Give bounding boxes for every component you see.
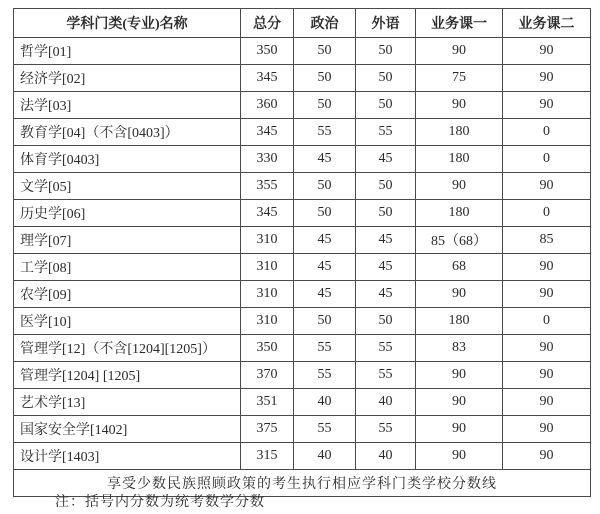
total-score: 345 [241, 200, 294, 227]
course-one-score: 75 [416, 65, 503, 92]
table-row [14, 92, 591, 119]
discipline-name: 设计学[1403] [14, 443, 241, 470]
minority-policy-note: 享受少数民族照顾政策的考生执行相应学科门类学校分数线 [14, 470, 591, 497]
course-two-score: 0 [503, 146, 591, 173]
total-score: 330 [241, 146, 294, 173]
course-one-score: 180 [416, 146, 503, 173]
score-line-table [13, 8, 591, 497]
discipline-name: 文学[05] [14, 173, 241, 200]
discipline-name: 体育学[0403] [14, 146, 241, 173]
foreign-score: 55 [356, 119, 416, 146]
politics-score: 45 [294, 227, 356, 254]
course-two-score: 90 [503, 92, 591, 119]
politics-score: 55 [294, 416, 356, 443]
politics-score: 45 [294, 254, 356, 281]
course-two-score: 85 [503, 227, 591, 254]
course-one-score: 90 [416, 416, 503, 443]
table-row [14, 443, 591, 470]
discipline-name: 经济学[02] [14, 65, 241, 92]
table-row [14, 335, 591, 362]
foreign-score: 40 [356, 443, 416, 470]
course-two-score: 0 [503, 200, 591, 227]
course-one-score: 90 [416, 389, 503, 416]
table-row [14, 281, 591, 308]
total-score: 375 [241, 416, 294, 443]
politics-score: 50 [294, 38, 356, 65]
politics-score: 50 [294, 173, 356, 200]
politics-score: 50 [294, 65, 356, 92]
table-row [14, 65, 591, 92]
course-one-score: 90 [416, 173, 503, 200]
total-score: 370 [241, 362, 294, 389]
course-two-score: 90 [503, 38, 591, 65]
table-row [14, 119, 591, 146]
total-score: 355 [241, 173, 294, 200]
course-two-score: 90 [503, 389, 591, 416]
parenthesis-score-note: 注：括号内分数为统考数学分数 [55, 495, 265, 510]
course-one-score: 90 [416, 362, 503, 389]
discipline-name: 医学[10] [14, 308, 241, 335]
total-score: 310 [241, 308, 294, 335]
foreign-score: 55 [356, 362, 416, 389]
discipline-name: 教育学[04]（不含[0403]） [14, 119, 241, 146]
table-row [14, 254, 591, 281]
politics-score: 55 [294, 362, 356, 389]
foreign-score: 45 [356, 281, 416, 308]
course-one-score: 90 [416, 38, 503, 65]
foreign-score: 55 [356, 416, 416, 443]
politics-score: 55 [294, 119, 356, 146]
discipline-name: 国家安全学[1402] [14, 416, 241, 443]
header-course-one: 业务课一 [416, 9, 503, 38]
header-total-score: 总分 [241, 9, 294, 38]
course-two-score: 90 [503, 281, 591, 308]
course-two-score: 90 [503, 65, 591, 92]
course-one-score: 180 [416, 119, 503, 146]
politics-score: 40 [294, 389, 356, 416]
course-one-score: 68 [416, 254, 503, 281]
politics-score: 45 [294, 146, 356, 173]
course-two-score: 90 [503, 254, 591, 281]
table-row [14, 416, 591, 443]
foreign-score: 45 [356, 146, 416, 173]
total-score: 315 [241, 443, 294, 470]
discipline-name: 工学[08] [14, 254, 241, 281]
course-two-score: 90 [503, 416, 591, 443]
total-score: 360 [241, 92, 294, 119]
course-two-score: 90 [503, 443, 591, 470]
course-one-score: 83 [416, 335, 503, 362]
discipline-name: 法学[03] [14, 92, 241, 119]
course-two-score: 90 [503, 362, 591, 389]
politics-score: 55 [294, 335, 356, 362]
foreign-score: 45 [356, 254, 416, 281]
total-score: 350 [241, 38, 294, 65]
foreign-score: 50 [356, 92, 416, 119]
table-row [14, 173, 591, 200]
total-score: 310 [241, 227, 294, 254]
foreign-score: 55 [356, 335, 416, 362]
total-score: 310 [241, 254, 294, 281]
header-foreign-language: 外语 [356, 9, 416, 38]
foreign-score: 50 [356, 65, 416, 92]
table-row [14, 146, 591, 173]
course-one-score: 85（68） [416, 227, 503, 254]
total-score: 345 [241, 119, 294, 146]
total-score: 310 [241, 281, 294, 308]
foreign-score: 50 [356, 38, 416, 65]
foreign-score: 40 [356, 389, 416, 416]
course-two-score: 90 [503, 173, 591, 200]
course-two-score: 0 [503, 308, 591, 335]
total-score: 345 [241, 65, 294, 92]
course-two-score: 90 [503, 335, 591, 362]
discipline-name: 艺术学[13] [14, 389, 241, 416]
course-one-score: 90 [416, 443, 503, 470]
politics-score: 50 [294, 308, 356, 335]
table-row [14, 308, 591, 335]
header-course-two: 业务课二 [503, 9, 591, 38]
total-score: 351 [241, 389, 294, 416]
course-one-score: 180 [416, 308, 503, 335]
table-row [14, 362, 591, 389]
foreign-score: 50 [356, 173, 416, 200]
foreign-score: 50 [356, 200, 416, 227]
politics-score: 50 [294, 92, 356, 119]
course-one-score: 90 [416, 92, 503, 119]
politics-score: 40 [294, 443, 356, 470]
course-one-score: 90 [416, 281, 503, 308]
discipline-name: 理学[07] [14, 227, 241, 254]
table-row [14, 38, 591, 65]
foreign-score: 50 [356, 308, 416, 335]
course-two-score: 0 [503, 119, 591, 146]
table-row [14, 227, 591, 254]
course-one-score: 180 [416, 200, 503, 227]
discipline-name: 管理学[12]（不含[1204][1205]） [14, 335, 241, 362]
foreign-score: 45 [356, 227, 416, 254]
discipline-name: 农学[09] [14, 281, 241, 308]
header-discipline-name: 学科门类(专业)名称 [14, 9, 241, 38]
discipline-name: 哲学[01] [14, 38, 241, 65]
discipline-name: 历史学[06] [14, 200, 241, 227]
header-politics: 政治 [294, 9, 356, 38]
politics-score: 50 [294, 200, 356, 227]
table-row [14, 200, 591, 227]
discipline-name: 管理学[1204] [1205] [14, 362, 241, 389]
politics-score: 45 [294, 281, 356, 308]
total-score: 350 [241, 335, 294, 362]
table-row [14, 389, 591, 416]
table-header-row [14, 9, 591, 38]
